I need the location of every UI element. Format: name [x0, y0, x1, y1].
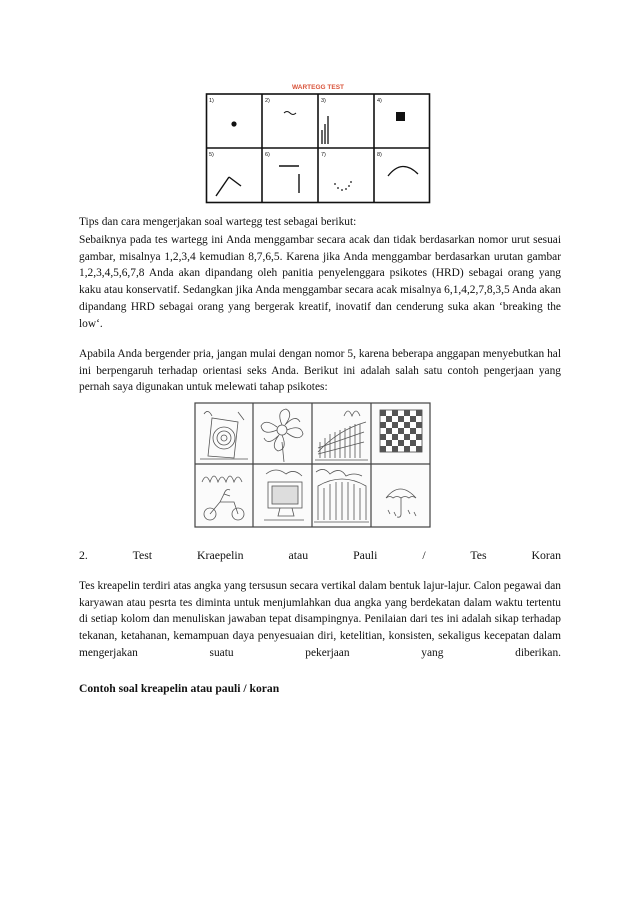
- kraepelin-text: Tes kreapelin terdiri atas angka yang tersusun secara vertikal dalam bentuk lajur-lajur. Calon pegawai dan karyawan atau pesrta tes diminta untuk menjumlahkan dua angka yang berdekatan dalam waktu tertentu di setiap kolom dan menuliskan jawaban tepat disampingnya. Penilaian dari tes ini adalah sikap terhadap tekanan, ketahanan, kemampuan daya penyesuaian diri, ketelitian, konsisten, sekaligus kecepatan dalam mengerjakan suatu pekerjaan yang diberikan.: [79, 580, 561, 659]
- advice-text: Sebaiknya pada tes wartegg ini Anda menggambar secara acak dan tidak berdasarkan nomor urut sesuai gambar, misalnya 1,2,3,4 kemudian 8,7,6,5. Karena jika Anda menggambar berdasarkan urutan gambar 1,2,3,4,5,6,7,8 Anda akan dipandang oleh panitia penyelenggara psikotes (HRD) sebagai orang yang kaku atau konservatif. Sedangkan jika Anda menggambar secara acak misalnya 6,1,4,2,7,8,3,5 Anda akan dipandang HRD sebagai orang yang bergerak kreatif, inovatif dan cenderung suka akan ‘breaking the low‘.: [79, 234, 561, 330]
- box-label-7: 7): [321, 152, 326, 158]
- wartegg-square-stimulus: [396, 112, 405, 121]
- box-label-4: 4): [377, 98, 382, 104]
- gender-note-text: Apabila Anda bergender pria, jangan mulai dengan nomor 5, karena beberapa anggapan menyebutkan hal ini berpengaruh terhadap orientasi seks Anda. Berikut ini adalah salah satu contoh pengerjaan yang pernah saya digunakan untuk melewati tahap psikotes:: [79, 348, 561, 394]
- wartegg-grid: [205, 80, 431, 204]
- tips-text: Tips dan cara mengerjakan soal wartegg test sebagai berikut:: [79, 216, 357, 228]
- wartegg-dot-stimulus: [231, 121, 236, 126]
- box-label-6: 6): [265, 152, 270, 158]
- wartegg-title: WARTEGG TEST: [292, 84, 344, 91]
- advice-paragraph: [79, 232, 561, 332]
- box-label-8: 8): [377, 152, 382, 158]
- gender-note-paragraph: [79, 346, 561, 396]
- kraepelin-paragraph: [79, 578, 561, 662]
- box-label-3: 3): [321, 98, 326, 104]
- tips-paragraph: [79, 214, 561, 231]
- sample-drawing-grid: [194, 402, 431, 528]
- sample-checkerboard-sketch: [380, 410, 422, 452]
- box-label-2: 2): [265, 98, 270, 104]
- sample-wartegg-drawing: [194, 402, 431, 528]
- example-title: Contoh soal kreapelin atau pauli / koran: [79, 682, 280, 695]
- section-2-heading: 2. Test Kraepelin atau Pauli / Tes Koran: [79, 548, 561, 562]
- box-label-5: 5): [209, 152, 214, 158]
- box-label-1: 1): [209, 98, 214, 104]
- wartegg-test-figure: [205, 80, 431, 204]
